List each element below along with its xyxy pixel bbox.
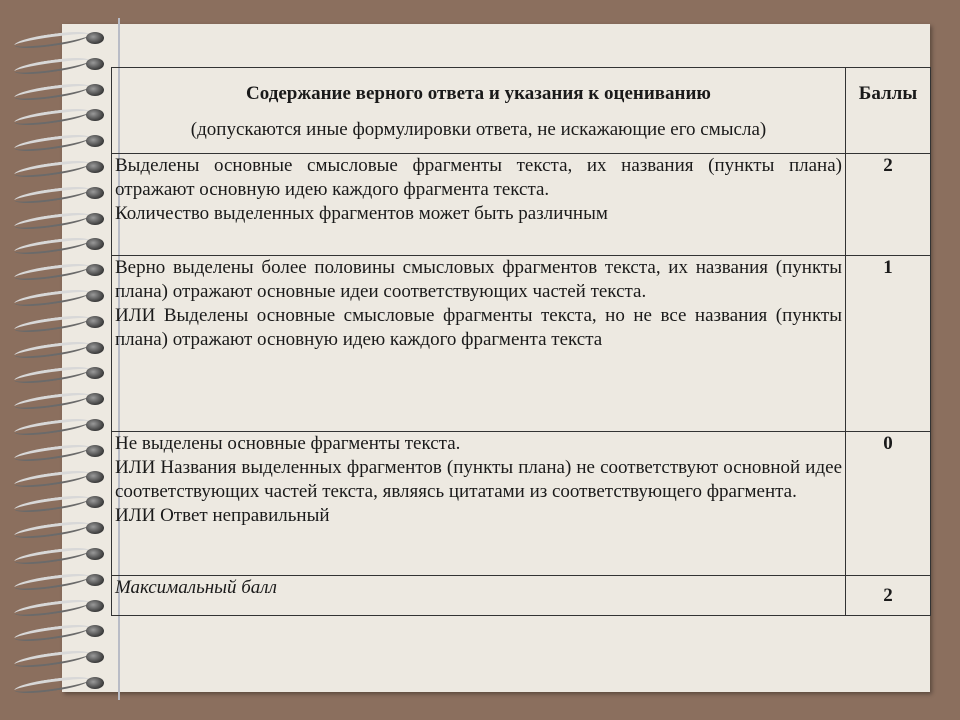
spiral-ring [14,264,104,276]
spiral-ring [14,58,104,70]
header-row [112,68,931,154]
spiral-ring [14,342,104,354]
header-score-label: Баллы [846,68,931,154]
spiral-ring [14,290,104,302]
max-score-label: Максимальный балл [112,576,846,616]
header-title: Содержание верного ответа и указания к оцениванию [246,83,711,104]
max-score-value: 2 [846,576,931,616]
spiral-ring [14,32,104,44]
criteria-cell [112,154,846,256]
grading-table [111,67,931,616]
spiral-ring [14,522,104,534]
criteria-line: ИЛИ Названия выделенных фрагментов (пункты плана) не соответствуют основной идее соответствующих частей текста, являясь цитатами из соответствующего фрагмента. [115,457,842,502]
spiral-ring [14,84,104,96]
table-row [112,432,931,576]
criteria-cell [112,256,846,432]
criteria-line: Верно выделены более половины смысловых фрагментов текста, их названия (пункты плана) отражают основные идеи соответствующих частей текста. [115,257,842,302]
header-subtitle: (допускаются иные формулировки ответа, не искажающие его смысла) [190,119,767,140]
spiral-ring [14,677,104,689]
criteria-line: Не выделены основные фрагменты текста. [115,433,461,454]
spiral-ring [14,213,104,225]
spiral-ring [14,161,104,173]
score-cell: 2 [846,154,931,256]
table-row [112,154,931,256]
criteria-line: ИЛИ Выделены основные смысловые фрагменты текста, но не все названия (пункты плана) отражают основную идею каждого фрагмента текста [115,305,842,350]
score-cell: 0 [846,432,931,576]
criteria-cell [112,432,846,576]
spiral-ring [14,496,104,508]
spiral-ring [14,445,104,457]
spiral-ring [14,574,104,586]
spiral-ring [14,135,104,147]
spiral-ring [14,625,104,637]
spiral-ring [14,600,104,612]
score-cell: 1 [846,256,931,432]
spiral-ring [14,419,104,431]
spiral-ring [14,548,104,560]
spiral-ring [14,651,104,663]
max-score-row [112,576,931,616]
table-row [112,256,931,432]
spiral-ring [14,187,104,199]
spiral-ring [14,316,104,328]
spiral-ring [14,393,104,405]
spiral-ring [14,109,104,121]
spiral-ring [14,238,104,250]
criteria-line: ИЛИ Ответ неправильный [115,505,330,526]
header-cell [112,68,846,154]
spiral-ring [14,471,104,483]
criteria-line: Количество выделенных фрагментов может быть различным [115,203,608,224]
spiral-ring [14,367,104,379]
criteria-line: Выделены основные смысловые фрагменты текста, их названия (пункты плана) отражают основную идею каждого фрагмента текста. [115,155,842,200]
